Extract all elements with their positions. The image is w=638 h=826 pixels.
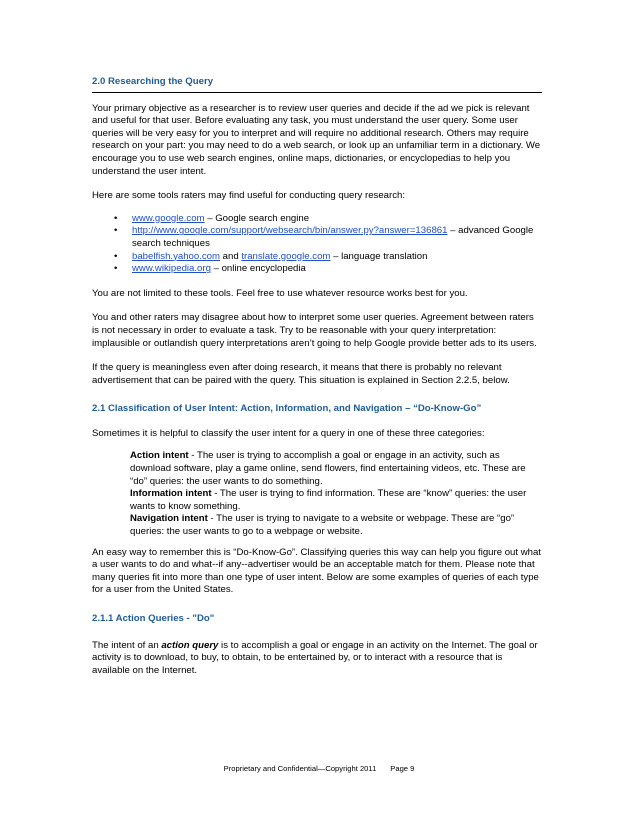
list-item [106,225,542,250]
intent-name: Action intent [130,450,189,462]
intent-information [130,488,542,513]
tool-description: – advanced Google search techniques [132,225,534,249]
intent-navigation [130,513,542,538]
list-item [106,263,542,276]
list-item [106,213,542,226]
section-heading-2-1: 2.1 Classification of User Intent: Action, Information, and Navigation – “Do-Know-Go” [92,403,482,415]
tool-description: – language translation [330,250,428,262]
intent-desc: - The user is trying to accomplish a goal or engage in an activity, such as download software, play a game online, send flowers, find entertaining videos, etc. These are “do” queries: the user wants to do something. [130,450,526,487]
intent-name: Information intent [130,488,212,500]
bullet-icon: • [114,225,118,237]
paragraph-primary-objective: Your primary objective as a researcher is to review user queries and decide if the ad we pick is relevant and useful for that user. Before evaluating any task, you must understand the user query. Some user queries will be very easy for you to interpret and will require no additional research. Others may require research on your part: you may need to do a web search, or look up an unfamiliar term in a dictionary. We encourage you to use web search engines, online maps, dictionaries, or encyclopedias to help you understand the user intent. [92,102,541,177]
link-google[interactable]: www.google.com [132,212,205,224]
list-item [106,251,542,264]
footer-page-number: Page 9 [390,764,415,773]
tool-description: – Google search engine [204,212,310,224]
page-footer [0,764,638,773]
paragraph-tools-intro: Here are some tools raters may find useful for conducting query research: [92,190,406,202]
section-heading-2-0: 2.0 Researching the Query [92,76,542,93]
link-google-support[interactable]: http://www.google.com/support/websearch/bin/answer.py?answer=136861 [132,225,448,237]
tool-connector: and [220,250,242,262]
intent-name: Navigation intent [130,513,208,525]
link-babelfish[interactable]: babelfish.yahoo.com [132,250,220,262]
tools-list [92,213,542,276]
section-heading-2-1-1: 2.1.1 Action Queries - "Do" [92,613,215,624]
footer-copyright: Proprietary and Confidential—Copyright 2011 [223,764,377,773]
paragraph-action-query [92,640,542,678]
intent-desc: - The user is trying to navigate to a website or webpage. These are “go” queries: the user wants to go to a webpage or website. [130,513,515,538]
paragraph-not-limited: You are not limited to these tools. Feel free to use whatever resource works best for you. [92,287,468,299]
bullet-icon: • [114,263,118,275]
paragraph-raters-disagree: You and other raters may disagree about how to interpret some user queries. Agreement between raters is not necessary in order to evaluate a task. Try to be reasonable with your query interpretation: implausible or outlandish query interpretations aren’t going to help Google provide better ads to its users. [92,312,537,349]
link-translate[interactable]: translate.google.com [241,250,331,262]
paragraph-do-know-go: An easy way to remember this is “Do-Know-Go”. Classifying queries this way can help you figure out what a user wants to do and what--if any--advertiser would be an acceptable match for them. Please note that many queries fit into more than one type of user intent. Below are some examples of queries of each type for a user from the United States. [92,546,541,596]
emphasis-action-query: action query [161,639,219,651]
intent-action [130,450,542,488]
text-before: The intent of an [92,639,162,651]
intent-definitions [92,450,542,538]
bullet-icon: • [114,212,118,224]
page-content [92,76,542,677]
paragraph-meaningless-query: If the query is meaningless even after doing research, it means that there is probably no relevant advertisement that can be paired with the query. This situation is explained in Section 2.2.5, below. [92,362,510,386]
paragraph-intent-intro: Sometimes it is helpful to classify the user intent for a query in one of these three categories: [92,427,485,439]
text-after: is to accomplish a goal or engage in an activity on the Internet. The goal or activity is to download, to buy, to obtain, to be entertained by, or to interact with a resource that is available on the Internet. [92,639,538,676]
link-wikipedia[interactable]: www.wikipedia.org [132,263,211,275]
bullet-icon: • [114,250,118,262]
intent-desc: - The user is trying to find information. These are “know” queries: the user wants to know something. [130,488,527,512]
tool-description: – online encyclopedia [210,263,306,275]
